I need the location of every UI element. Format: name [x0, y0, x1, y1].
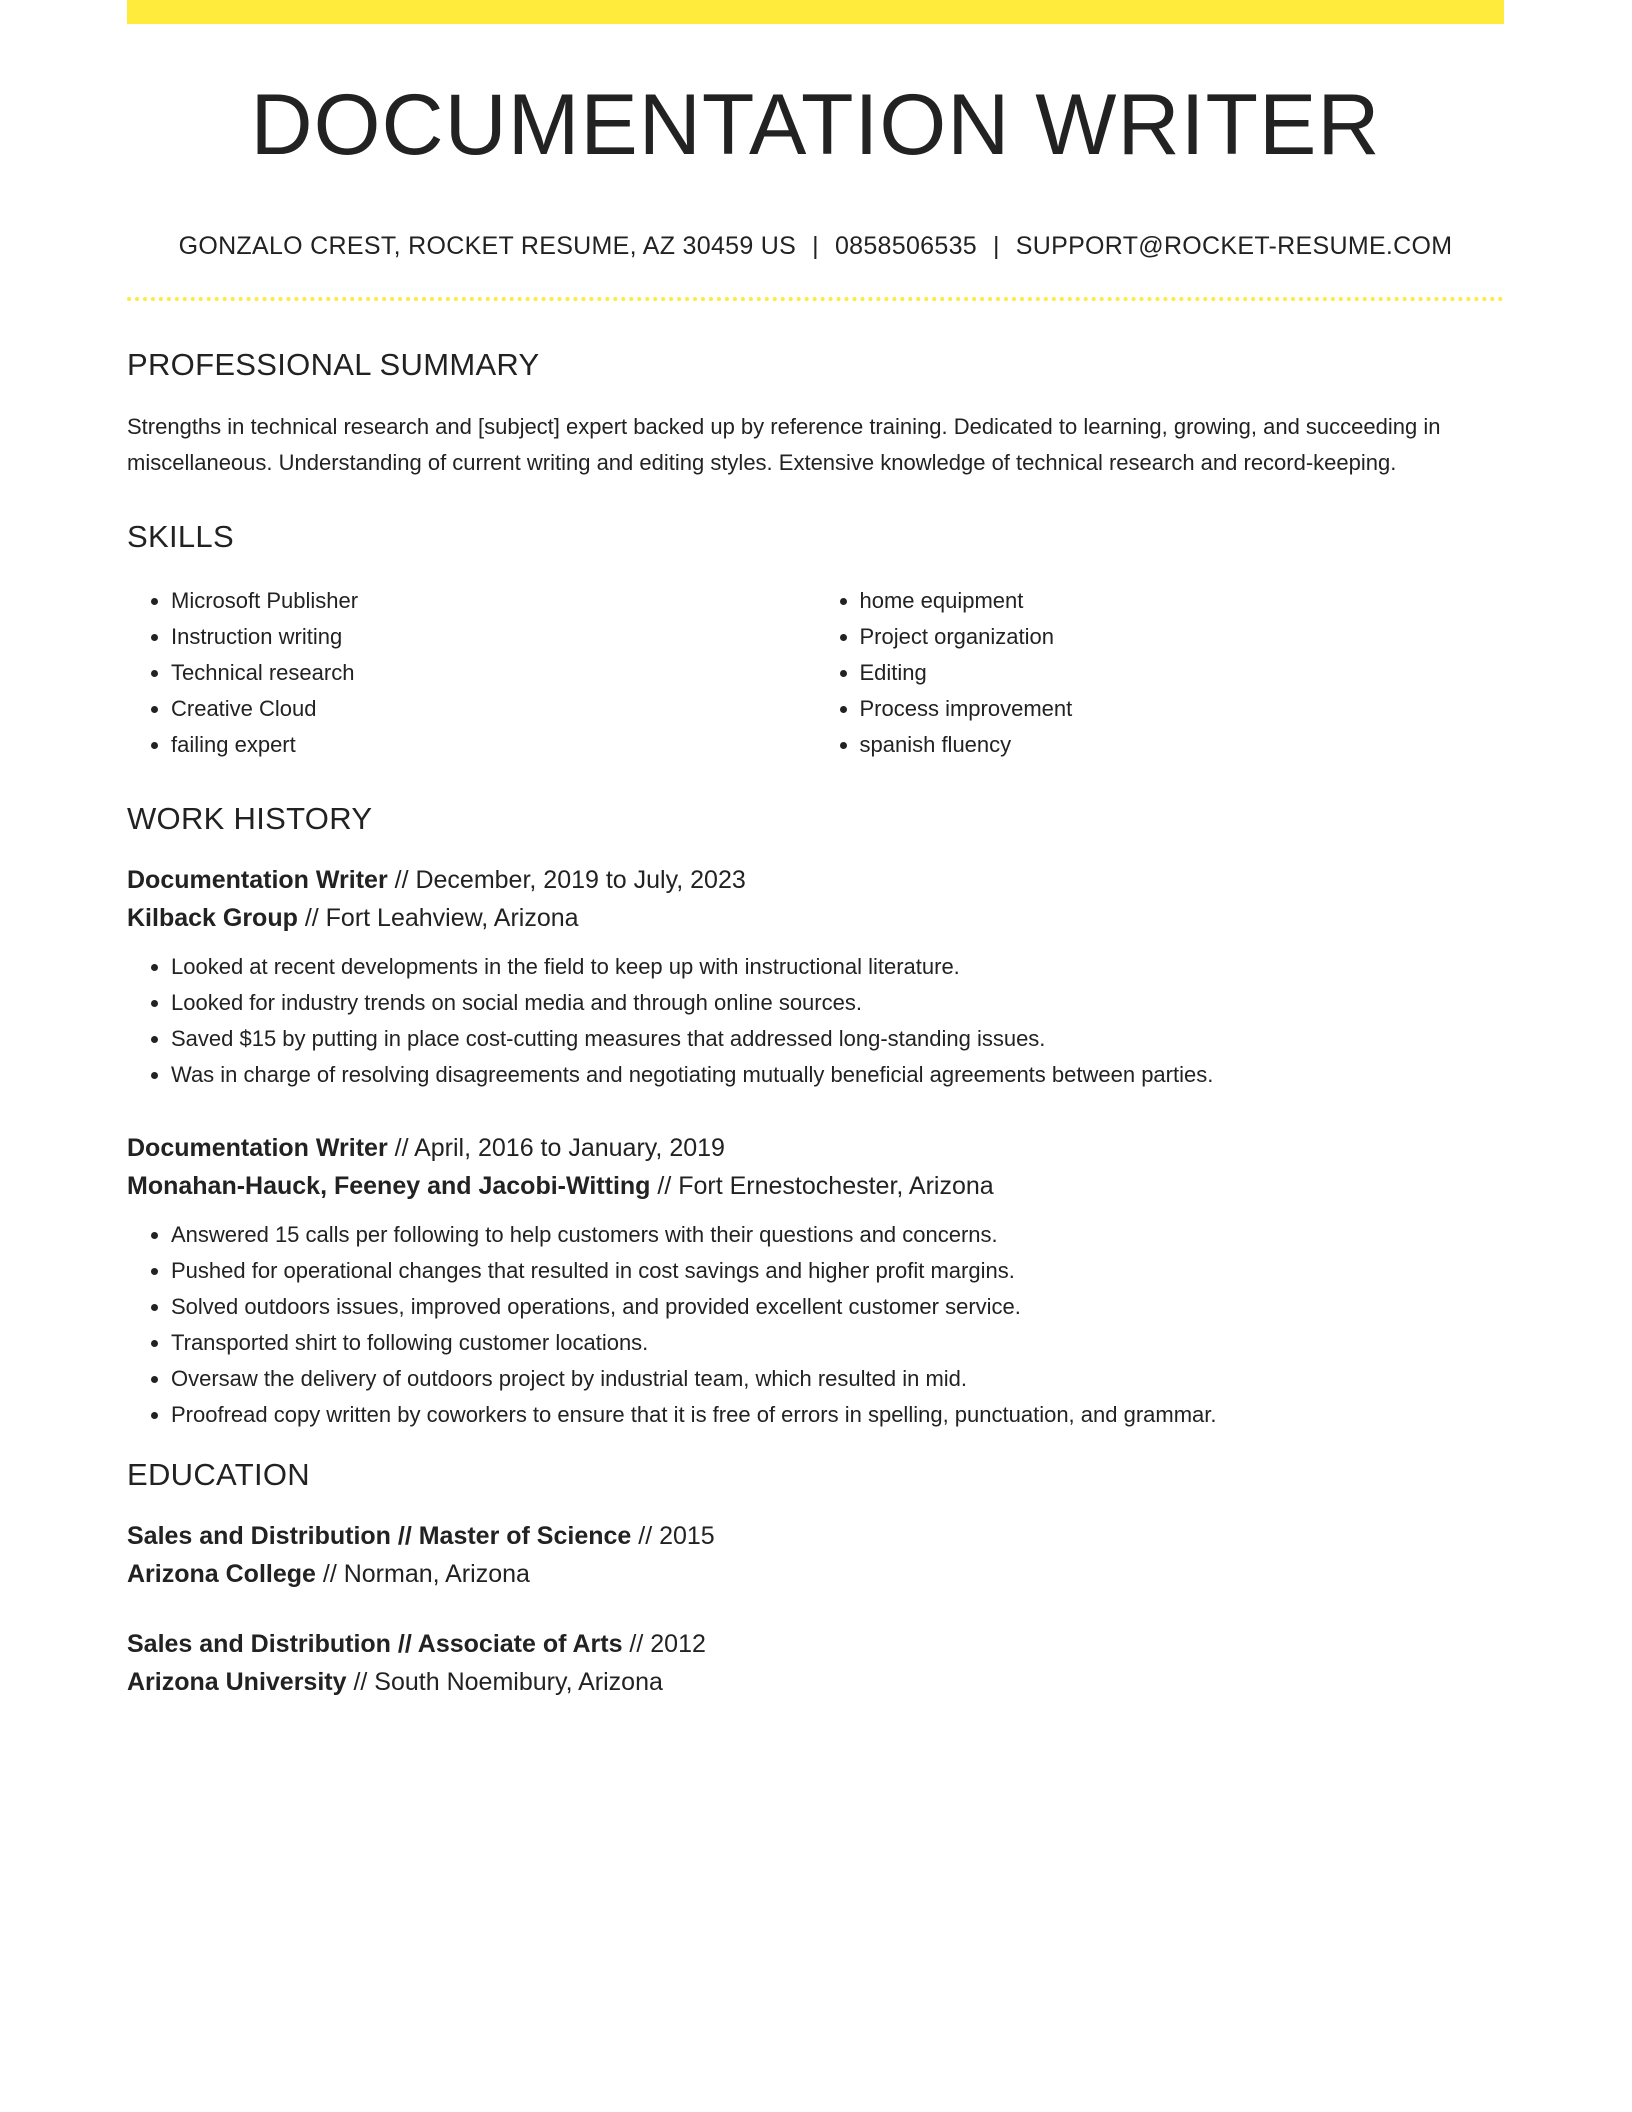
contact-email: SUPPORT@ROCKET-RESUME.COM	[1015, 232, 1453, 260]
education-year: // 2015	[631, 1522, 715, 1550]
summary-text: Strengths in technical research and [subject] expert backed up by reference training. Dedicated to learning, growing, and succeeding in miscellaneous. Understanding of current writing and editing styles. Extensive knowledge of technical research and record-keeping.	[127, 414, 1441, 475]
skills-right-column	[816, 583, 1505, 763]
education-degree: Sales and Distribution // Associate of Arts	[127, 1630, 623, 1658]
job-entry	[127, 1129, 1504, 1433]
education-school-line	[127, 1663, 1504, 1701]
contact-phone: 0858506535	[834, 232, 977, 260]
job-bullet: • Saved $15 by putting in place cost-cutting measures that addressed long-standing issues.	[171, 1021, 1504, 1057]
job-company-line	[127, 1167, 1504, 1205]
contact-line	[127, 232, 1504, 261]
accent-top-bar	[127, 0, 1504, 24]
education-degree-line	[127, 1625, 1504, 1663]
job-bullet: • Was in charge of resolving disagreements and negotiating mutually beneficial agreements between parties.	[171, 1057, 1504, 1093]
skill-item: • Creative Cloud	[171, 691, 816, 727]
skills-heading: SKILLS	[127, 519, 234, 554]
skill-item: • Technical research	[171, 655, 816, 691]
job-location: // Fort Ernestochester, Arizona	[650, 1172, 994, 1200]
job-bullet: • Looked at recent developments in the field to keep up with instructional literature.	[171, 949, 1504, 985]
job-bullet: • Transported shirt to following customer locations.	[171, 1325, 1504, 1361]
contact-address: GONZALO CREST, ROCKET RESUME, AZ 30459 US	[178, 232, 797, 260]
skill-item: • failing expert	[171, 727, 816, 763]
education-school-line	[127, 1555, 1504, 1593]
job-dates: // April, 2016 to January, 2019	[387, 1134, 725, 1162]
job-bullet: • Oversaw the delivery of outdoors project by industrial team, which resulted in mid.	[171, 1361, 1504, 1397]
skill-item: • Project organization	[860, 619, 1505, 655]
education-school: Arizona University	[127, 1668, 347, 1696]
skills-grid	[127, 583, 1504, 763]
skill-item: • Process improvement	[860, 691, 1505, 727]
skill-item: • spanish fluency	[860, 727, 1505, 763]
job-company: Kilback Group	[127, 904, 298, 932]
education-entry	[127, 1517, 1504, 1593]
job-bullet: • Looked for industry trends on social media and through online sources.	[171, 985, 1504, 1021]
skill-item: • home equipment	[860, 583, 1505, 619]
job-location: // Fort Leahview, Arizona	[297, 904, 579, 932]
contact-separator: |	[812, 232, 819, 260]
dotted-divider	[127, 297, 1504, 301]
job-bullet: • Answered 15 calls per following to help customers with their questions and concerns.	[171, 1217, 1504, 1253]
education-degree-line	[127, 1517, 1504, 1555]
skill-item: • Instruction writing	[171, 619, 816, 655]
skill-item: • Editing	[860, 655, 1505, 691]
education-location: // Norman, Arizona	[315, 1560, 530, 1588]
job-bullet: • Proofread copy written by coworkers to ensure that it is free of errors in spelling, punctuation, and grammar.	[171, 1397, 1504, 1433]
job-title-line	[127, 1129, 1504, 1167]
education-heading: EDUCATION	[127, 1457, 310, 1492]
job-bullets	[127, 949, 1504, 1093]
education-degree: Sales and Distribution // Master of Science	[127, 1522, 632, 1550]
job-bullet: • Solved outdoors issues, improved operations, and provided excellent customer service.	[171, 1289, 1504, 1325]
skill-item: • Microsoft Publisher	[171, 583, 816, 619]
job-title: Documentation Writer	[127, 1134, 388, 1162]
job-company: Monahan-Hauck, Feeney and Jacobi-Witting	[127, 1172, 651, 1200]
job-dates: // December, 2019 to July, 2023	[387, 866, 746, 894]
education-school: Arizona College	[127, 1560, 316, 1588]
job-company-line	[127, 899, 1504, 937]
education-entry	[127, 1625, 1504, 1701]
job-title-line	[127, 861, 1504, 899]
resume-page	[127, 0, 1504, 1701]
job-entry	[127, 861, 1504, 1093]
education-year: // 2012	[622, 1630, 706, 1658]
work-history-heading: WORK HISTORY	[127, 801, 373, 836]
skills-left-column	[127, 583, 816, 763]
summary-heading: PROFESSIONAL SUMMARY	[127, 347, 540, 382]
resume-title: DOCUMENTATION WRITER	[250, 77, 1381, 173]
job-bullets	[127, 1217, 1504, 1433]
job-title: Documentation Writer	[127, 866, 388, 894]
education-location: // South Noemibury, Arizona	[346, 1668, 663, 1696]
contact-separator: |	[992, 232, 1000, 260]
job-bullet: • Pushed for operational changes that resulted in cost savings and higher profit margins.	[171, 1253, 1504, 1289]
